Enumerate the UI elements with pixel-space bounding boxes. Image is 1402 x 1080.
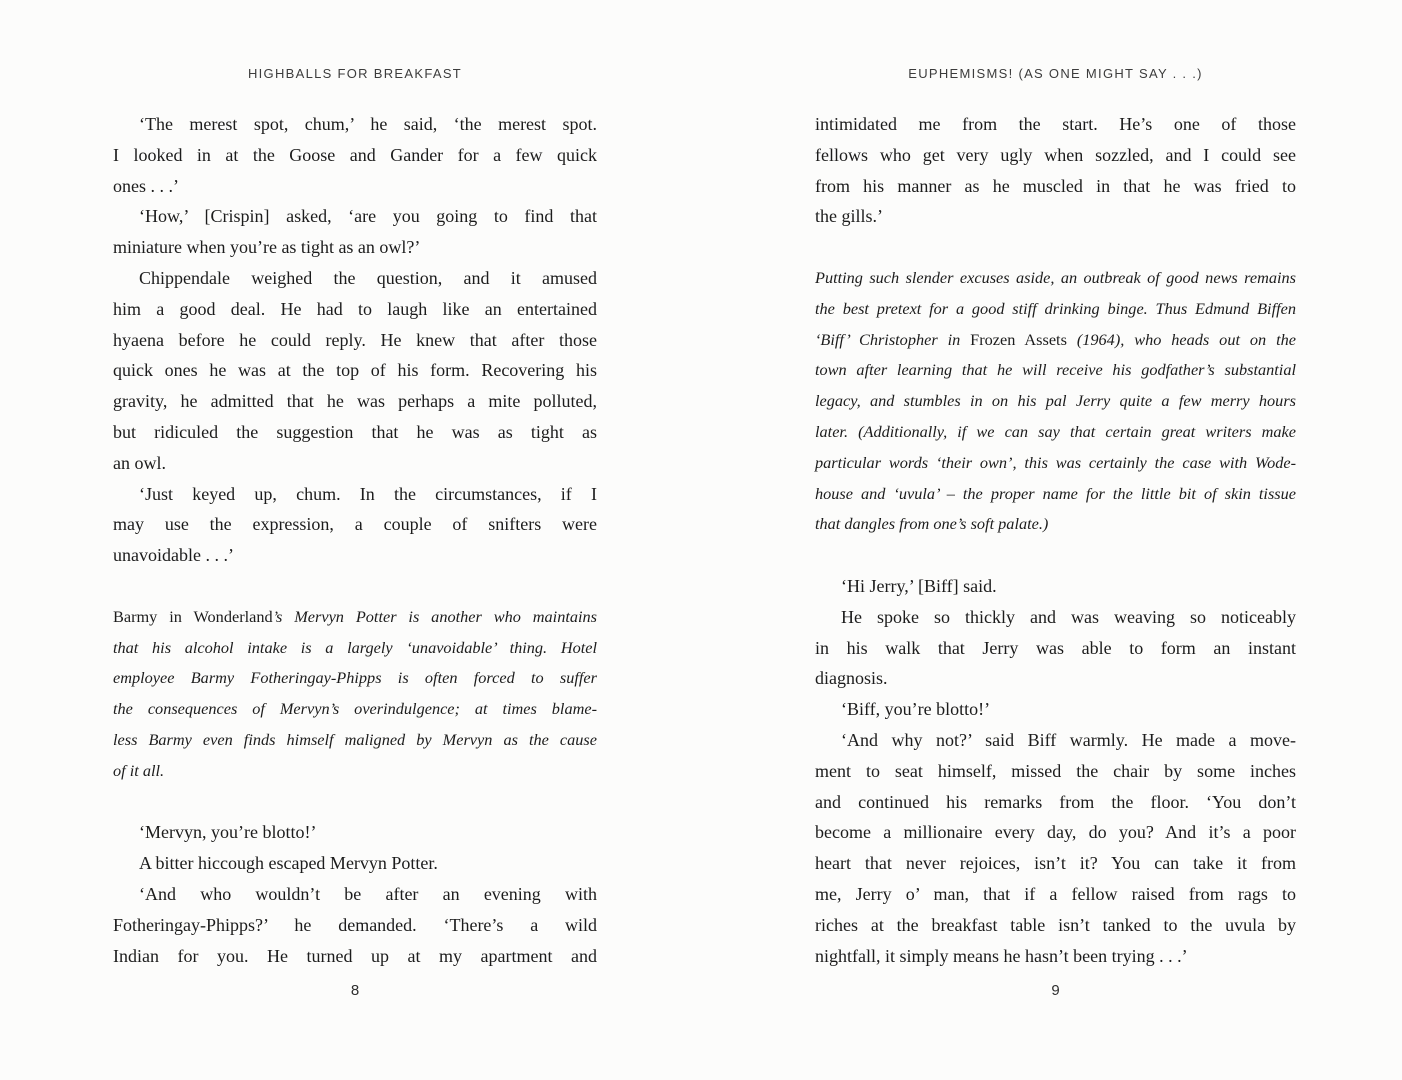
- text-segment: ‘How,’ [Crispin] asked, ‘are you going to find that: [139, 206, 597, 227]
- text-line: [113, 386, 597, 417]
- text-line: [815, 848, 1296, 879]
- text-segment: intimidated me from the start. He’s one of those: [815, 114, 1296, 134]
- text-segment: heart that never rejoices, isn’t it? You can take it from: [815, 853, 1296, 874]
- text-segment: Frozen Assets: [970, 329, 1067, 349]
- text-line: [113, 109, 597, 140]
- page-body-left: [113, 109, 597, 971]
- running-header-left: HIGHBALLS FOR BREAKFAST: [247, 66, 463, 81]
- text-segment-italic: town after learning that he will receive his godfather’s substantial: [815, 360, 1296, 380]
- text-line: [815, 140, 1296, 171]
- text-line: [113, 201, 597, 232]
- text-segment-italic: ‘Biff’ Christopher in: [815, 329, 971, 349]
- text-segment: him a good deal. He had to laugh like an entertained: [113, 298, 597, 319]
- text-segment: ‘Biff, you’re blotto!’: [841, 699, 991, 720]
- text-segment-italic: of it all.: [113, 760, 165, 780]
- text-segment: become a millionaire every day, do you? And it’s a poor: [815, 822, 1296, 843]
- text-line: [113, 232, 597, 263]
- text-line: [815, 263, 1296, 294]
- text-line: [113, 602, 597, 633]
- text-segment: an owl.: [113, 452, 166, 473]
- text-segment: fellows who get very ugly when sozzled, and I could see: [815, 144, 1296, 165]
- text-line: [113, 725, 597, 756]
- text-line: [113, 879, 597, 910]
- text-line: [113, 756, 597, 787]
- text-segment: miniature when you’re as tight as an owl?’: [113, 237, 421, 258]
- text-line: [113, 417, 597, 448]
- text-segment: He spoke so thickly and was weaving so noticeably: [841, 606, 1296, 627]
- text-line: [815, 448, 1296, 479]
- text-segment: the gills.’: [815, 206, 883, 227]
- text-segment: ones . . .’: [113, 175, 179, 196]
- blank-line: [113, 787, 597, 818]
- text-segment: Indian for you. He turned up at my apartment and: [113, 945, 597, 966]
- text-segment-italic: house and ‘uvula’ – the proper name for the little bit of skin tissue: [815, 483, 1296, 503]
- text-line: [815, 171, 1296, 202]
- text-line: [113, 479, 597, 510]
- text-line: [113, 325, 597, 356]
- text-line: [815, 417, 1296, 448]
- text-segment: Barmy in Wonderland: [113, 606, 273, 626]
- text-line: [113, 171, 597, 202]
- text-line: [815, 571, 1296, 602]
- text-segment: gravity, he admitted that he was perhaps a mite polluted,: [113, 391, 597, 412]
- text-segment-italic: employee Barmy Fotheringay-Phipps is often forced to suffer: [113, 668, 597, 688]
- text-segment: ‘And why not?’ said Biff warmly. He made a move-: [841, 729, 1296, 750]
- text-segment-italic: the best pretext for a good stiff drinking binge. Thus Edmund Biffen: [815, 298, 1296, 318]
- text-line: [815, 386, 1296, 417]
- text-line: [815, 633, 1296, 664]
- text-line: [815, 602, 1296, 633]
- text-line: [113, 140, 597, 171]
- text-line: [815, 663, 1296, 694]
- text-segment-italic: particular words ‘their own’, this was certainly the case with Wode-: [815, 452, 1296, 472]
- page-right: [815, 0, 1296, 1080]
- blank-line: [113, 571, 597, 602]
- text-line: [815, 879, 1296, 910]
- text-line: [815, 787, 1296, 818]
- text-line: [113, 663, 597, 694]
- text-segment-italic: the consequences of Mervyn’s overindulgence; at times blame-: [113, 699, 597, 719]
- page-number-left: 8: [350, 982, 360, 999]
- text-line: [815, 294, 1296, 325]
- text-line: [815, 910, 1296, 941]
- text-line: [113, 817, 597, 848]
- text-line: [815, 109, 1296, 140]
- blank-line: [815, 540, 1296, 571]
- page-body-right: [815, 109, 1296, 971]
- text-line: [815, 509, 1296, 540]
- text-segment: unavoidable . . .’: [113, 545, 234, 566]
- text-line: [815, 355, 1296, 386]
- text-segment: and continued his remarks from the floor. ‘You don’t: [815, 791, 1296, 812]
- text-segment: ‘Mervyn, you’re blotto!’: [139, 822, 317, 843]
- page-number-right: 9: [1051, 982, 1060, 999]
- text-line: [815, 325, 1296, 356]
- blank-line: [815, 232, 1296, 263]
- text-line: [815, 941, 1296, 972]
- text-segment-italic: (1964), who heads out on the: [1066, 329, 1296, 349]
- text-segment-italic: that dangles from one’s soft palate.): [815, 514, 1049, 534]
- text-line: [815, 201, 1296, 232]
- text-segment: diagnosis.: [815, 668, 888, 689]
- text-segment: Fotheringay-Phipps?’ he demanded. ‘There’s a wild: [113, 914, 597, 935]
- text-line: [815, 756, 1296, 787]
- text-segment-italic: less Barmy even finds himself maligned by Mervyn as the cause: [113, 729, 597, 749]
- text-line: [113, 910, 597, 941]
- text-line: [113, 941, 597, 972]
- text-segment-italic: Putting such slender excuses aside, an outbreak of good news remains: [815, 267, 1296, 287]
- text-segment-italic: ’s Mervyn Potter is another who maintains: [272, 606, 597, 626]
- text-segment: but ridiculed the suggestion that he was as tight as: [113, 421, 597, 442]
- text-segment: Chippendale weighed the question, and it amused: [139, 267, 597, 288]
- text-line: [815, 817, 1296, 848]
- text-segment: may use the expression, a couple of snifters were: [113, 514, 597, 535]
- text-segment: nightfall, it simply means he hasn’t been trying . . .’: [815, 945, 1188, 966]
- text-segment-italic: later. (Additionally, if we can say that certain great writers make: [815, 421, 1296, 441]
- text-segment: I looked in at the Goose and Gander for a few quick: [113, 144, 597, 165]
- text-segment: hyaena before he could reply. He knew that after those: [113, 329, 597, 350]
- page-left: [113, 0, 597, 1080]
- text-line: [113, 633, 597, 664]
- text-line: [113, 509, 597, 540]
- text-line: [815, 479, 1296, 510]
- running-header-right: EUPHEMISMS! (AS ONE MIGHT SAY . . .): [908, 66, 1203, 81]
- text-line: [113, 694, 597, 725]
- text-segment: ‘Hi Jerry,’ [Biff] said.: [841, 575, 997, 596]
- text-segment: ‘The merest spot, chum,’ he said, ‘the merest spot.: [139, 114, 597, 134]
- text-segment: ‘Just keyed up, chum. In the circumstances, if I: [139, 483, 597, 504]
- text-line: [113, 355, 597, 386]
- text-line: [815, 725, 1296, 756]
- text-line: [815, 694, 1296, 725]
- text-segment-italic: legacy, and stumbles in on his pal Jerry quite a few merry hours: [815, 391, 1296, 411]
- text-line: [113, 294, 597, 325]
- text-line: [113, 263, 597, 294]
- text-segment: me, Jerry o’ man, that if a fellow raised from rags to: [815, 883, 1296, 904]
- text-segment: from his manner as he muscled in that he was fried to: [815, 175, 1296, 196]
- text-segment: in his walk that Jerry was able to form an instant: [815, 637, 1296, 658]
- text-segment-italic: that his alcohol intake is a largely ‘unavoidable’ thing. Hotel: [113, 637, 597, 657]
- text-segment: ment to seat himself, missed the chair by some inches: [815, 760, 1296, 781]
- text-line: [113, 540, 597, 571]
- text-line: [113, 448, 597, 479]
- text-segment: riches at the breakfast table isn’t tanked to the uvula by: [815, 914, 1296, 935]
- text-line: [113, 848, 597, 879]
- text-segment: ‘And who wouldn’t be after an evening with: [139, 883, 597, 904]
- text-segment: quick ones he was at the top of his form. Recovering his: [113, 360, 597, 381]
- text-segment: A bitter hiccough escaped Mervyn Potter.: [139, 853, 438, 874]
